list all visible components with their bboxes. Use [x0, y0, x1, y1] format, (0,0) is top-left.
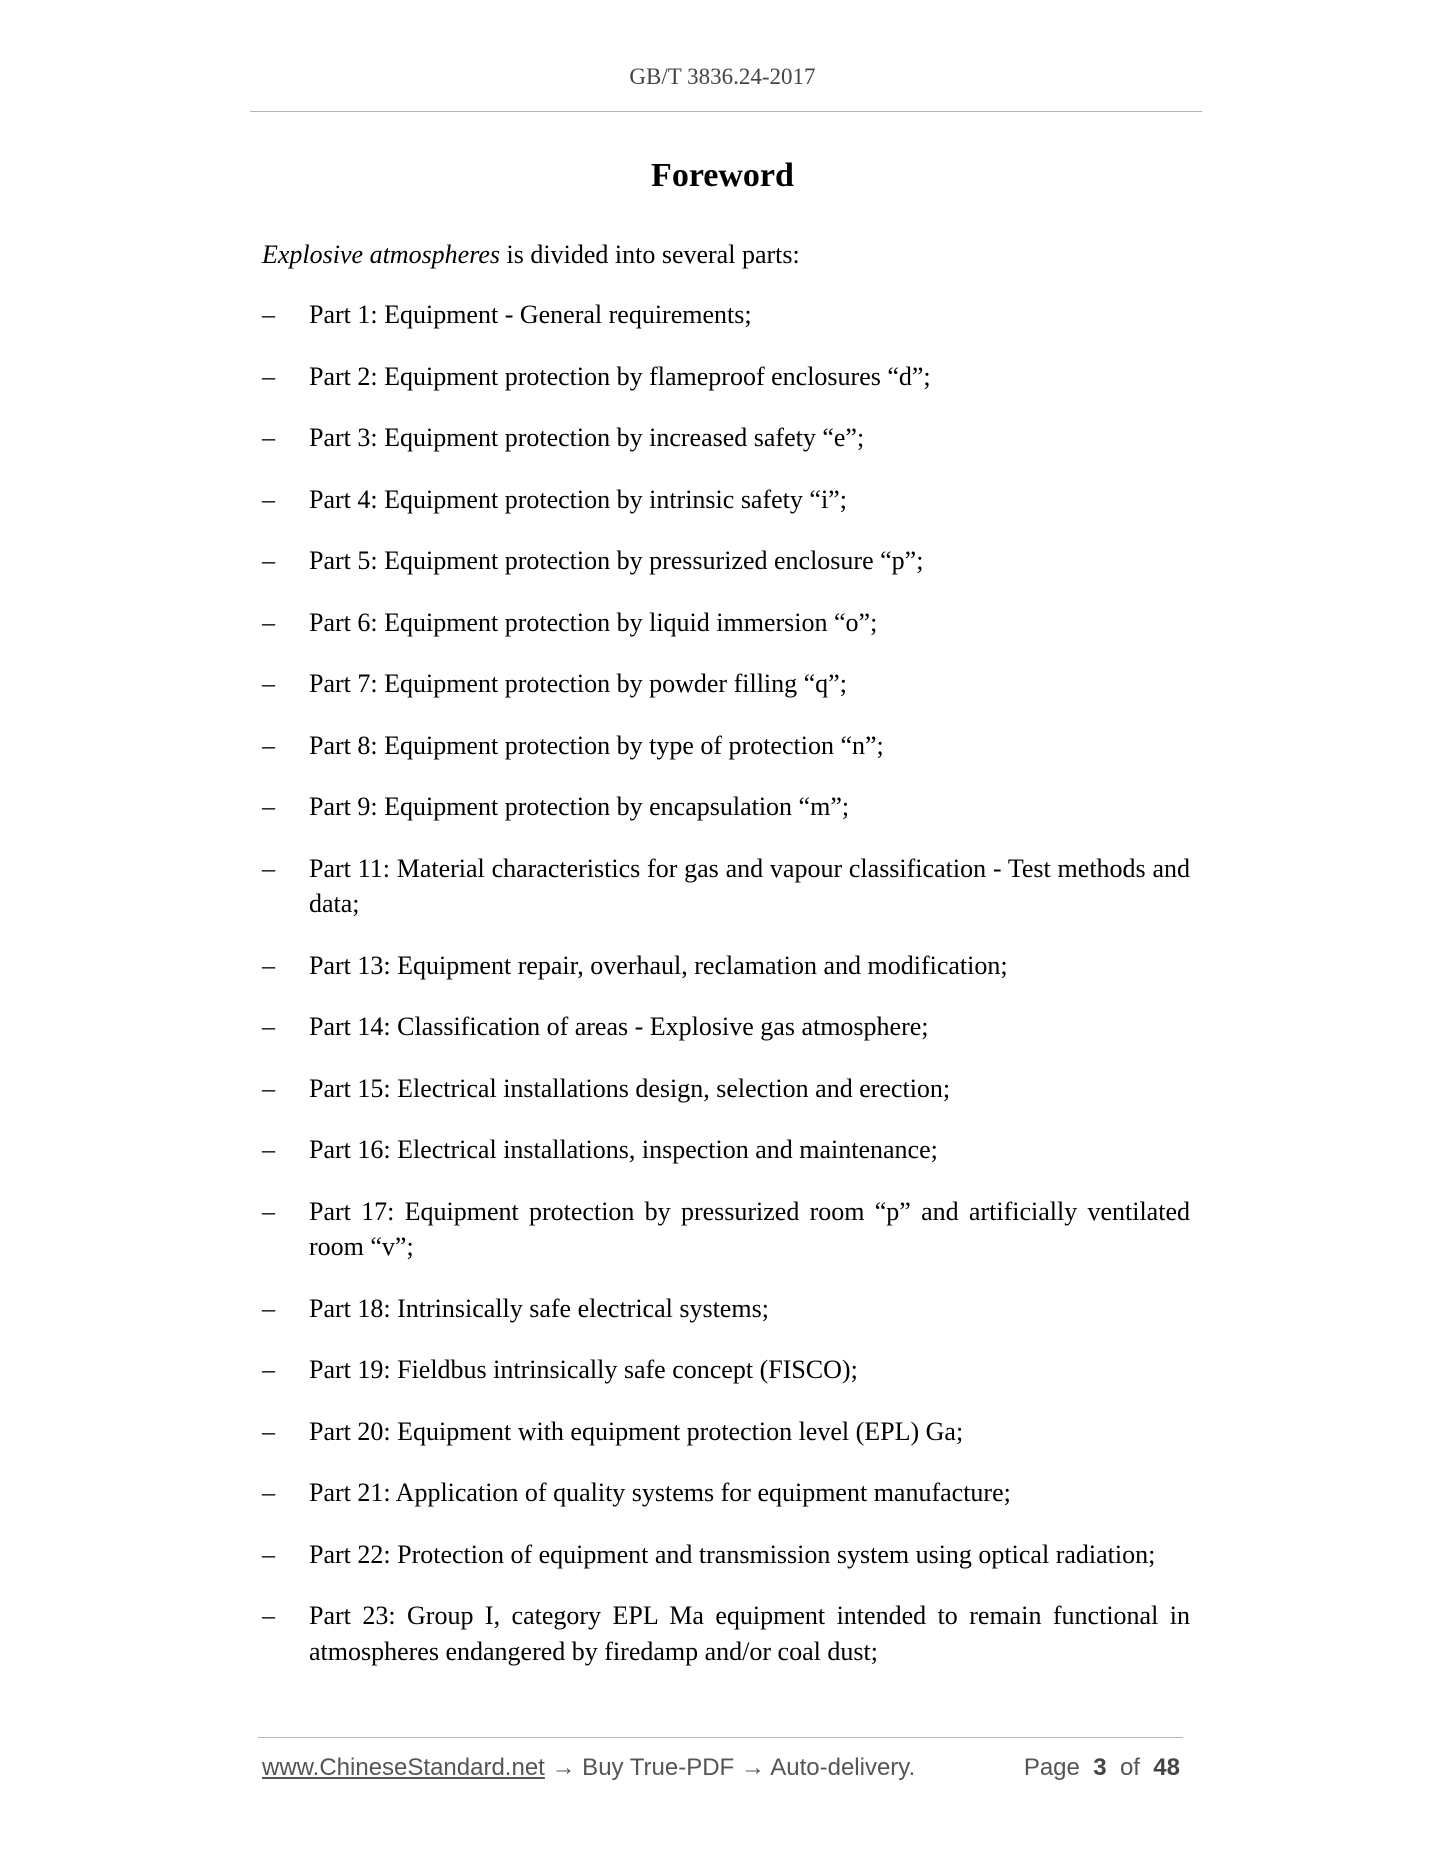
intro-italic-title: Explosive atmospheres [262, 240, 501, 269]
footer-divider [258, 1737, 1183, 1738]
parts-list [262, 297, 1190, 1695]
list-item [262, 1414, 1190, 1450]
list-item [262, 851, 1190, 922]
list-item [262, 789, 1190, 825]
header-divider [250, 111, 1202, 112]
list-bullet: – [262, 300, 275, 329]
list-bullet: – [262, 1539, 275, 1569]
list-item-text: Part 21: Application of quality systems for equipment manufacture; [309, 1478, 1011, 1507]
list-bullet: – [262, 1601, 275, 1630]
list-bullet: – [262, 1135, 275, 1164]
page-title: Foreword [651, 157, 794, 194]
list-item-text: Part 1: Equipment - General requirements; [309, 300, 752, 329]
list-item [262, 948, 1190, 984]
list-item-text: Part 11: Material characteristics for gas and vapour classification - Test methods and data; [309, 853, 1190, 918]
list-item [262, 359, 1190, 395]
list-bullet: – [262, 950, 275, 980]
list-bullet: – [262, 546, 275, 575]
list-item [262, 1352, 1190, 1388]
list-item-text: Part 19: Fieldbus intrinsically safe concept (FISCO); [309, 1355, 858, 1384]
list-bullet: – [262, 1073, 275, 1103]
document-id-header: GB/T 3836.24-2017 [629, 64, 816, 89]
list-item-text: Part 8: Equipment protection by type of protection “n”; [309, 730, 884, 760]
footer-tagline: → Buy True-PDF → Auto-delivery. [544, 1754, 916, 1781]
list-bullet: – [262, 730, 275, 760]
list-item-text: Part 2: Equipment protection by flameproof enclosures “d”; [309, 361, 931, 391]
list-item [262, 1009, 1190, 1045]
list-item-text: Part 9: Equipment protection by encapsulation “m”; [309, 792, 850, 821]
intro-paragraph [262, 237, 800, 273]
list-item-text: Part 16: Electrical installations, inspection and maintenance; [309, 1135, 938, 1164]
list-item [262, 482, 1190, 518]
list-item-text: Part 13: Equipment repair, overhaul, reclamation and modification; [309, 950, 1008, 980]
list-bullet: – [262, 1355, 275, 1384]
page-label: Page [1023, 1754, 1080, 1781]
list-bullet: – [262, 484, 275, 514]
list-bullet: – [262, 669, 275, 698]
website-link[interactable]: www.ChineseStandard.net [262, 1754, 545, 1781]
page-footer [262, 1754, 1180, 1782]
list-item [262, 1291, 1190, 1327]
list-bullet: – [262, 1196, 275, 1226]
list-item-text: Part 7: Equipment protection by powder filling “q”; [309, 669, 847, 698]
of-label: of [1119, 1754, 1140, 1781]
intro-text: is divided into several parts: [500, 240, 800, 269]
list-bullet: – [262, 853, 275, 883]
list-item [262, 1071, 1190, 1107]
page-indicator [1024, 1754, 1180, 1782]
list-item-text: Part 20: Equipment with equipment protection level (EPL) Ga; [309, 1416, 964, 1446]
list-item [262, 1475, 1190, 1511]
total-pages-number: 48 [1153, 1754, 1180, 1781]
list-item [262, 605, 1190, 641]
list-item [262, 1194, 1190, 1265]
list-item-text: Part 14: Classification of areas - Explosive gas atmosphere; [309, 1012, 929, 1041]
list-bullet: – [262, 607, 275, 637]
list-item-text: Part 18: Intrinsically safe electrical systems; [309, 1293, 769, 1323]
list-item [262, 728, 1190, 764]
current-page-number: 3 [1093, 1754, 1107, 1781]
list-item [262, 666, 1190, 702]
list-bullet: – [262, 423, 275, 452]
list-item-text: Part 6: Equipment protection by liquid immersion “o”; [309, 607, 878, 637]
list-item-text: Part 23: Group I, category EPL Ma equipment intended to remain functional in atmospheres endangered by firedamp and/or coal dust; [309, 1601, 1190, 1666]
list-item [262, 1598, 1190, 1669]
list-item [262, 543, 1190, 579]
list-item [262, 420, 1190, 456]
list-item-text: Part 3: Equipment protection by increased safety “e”; [309, 423, 865, 452]
list-bullet: – [262, 1012, 275, 1041]
list-item-text: Part 17: Equipment protection by pressurized room “p” and artificially ventilated room “v”; [309, 1196, 1190, 1261]
list-bullet: – [262, 792, 275, 821]
list-item-text: Part 22: Protection of equipment and transmission system using optical radiation; [309, 1539, 1156, 1569]
list-bullet: – [262, 1478, 275, 1507]
list-item-text: Part 5: Equipment protection by pressurized enclosure “p”; [309, 546, 924, 575]
list-item-text: Part 4: Equipment protection by intrinsic safety “i”; [309, 484, 847, 514]
list-item [262, 1132, 1190, 1168]
list-item-text: Part 15: Electrical installations design, selection and erection; [309, 1073, 951, 1103]
list-bullet: – [262, 1416, 275, 1446]
list-item [262, 297, 1190, 333]
list-bullet: – [262, 361, 275, 391]
list-item [262, 1537, 1190, 1573]
list-bullet: – [262, 1293, 275, 1323]
